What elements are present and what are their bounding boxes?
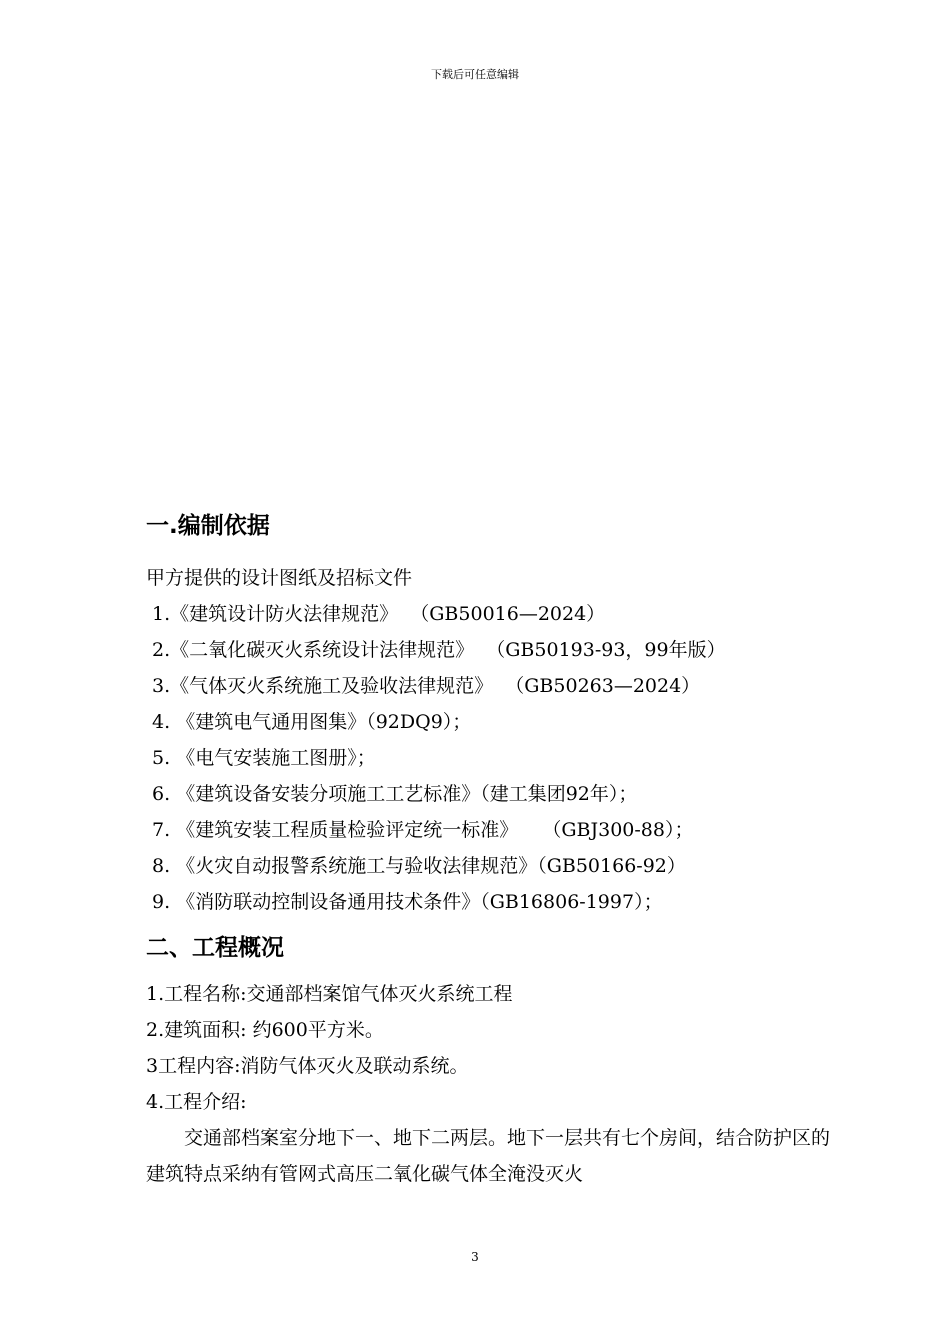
list-item: 5. 《电气安装施工图册》； (146, 747, 376, 769)
list-item: 8. 《火灾自动报警系统施工与验收法律规范》（GB50166-92） (146, 855, 686, 877)
basis-list (146, 596, 836, 920)
project-paragraph: 交通部档案室分地下一、地下二两层。地下一层共有七个房间，结合防护区的建筑特点采纳有管网式高压二氧化碳气体全淹没灭火 (146, 1127, 831, 1185)
section1-intro: 甲方提供的设计图纸及招标文件 (146, 567, 413, 589)
section1-title: 一.编制依据 (146, 513, 270, 539)
list-item: 1.工程名称:交通部档案馆气体灭火系统工程 (146, 983, 513, 1005)
overview-list (146, 976, 836, 1120)
list-item: 3工程内容:消防气体灭火及联动系统。 (146, 1055, 469, 1077)
document-body (146, 508, 836, 1192)
page-number: 3 (471, 1250, 479, 1264)
list-item: 7. 《建筑安装工程质量检验评定统一标准》 （GBJ300-88）； (146, 819, 694, 841)
list-item: 1.《建筑设计防火法律规范》 （GB50016—2024） (146, 603, 606, 625)
list-item: 4.工程介绍: (146, 1091, 247, 1113)
list-item: 3.《气体灭火系统施工及验收法律规范》 （GB50263—2024） (146, 675, 701, 697)
list-item: 4. 《建筑电气通用图集》（92DQ9）； (146, 711, 472, 733)
header-note: 下载后可任意编辑 (431, 68, 519, 81)
list-item: 2.建筑面积: 约600平方米。 (146, 1019, 384, 1041)
list-item: 6. 《建筑设备安装分项施工工艺标准》（建工集团92年）； (146, 783, 638, 805)
section2-title: 二、工程概况 (146, 935, 284, 961)
list-item: 2.《二氧化碳灭火系统设计法律规范》 （GB50193-93，99年版） (146, 639, 726, 661)
list-item: 9. 《消防联动控制设备通用技术条件》（GB16806-1997）； (146, 891, 663, 913)
